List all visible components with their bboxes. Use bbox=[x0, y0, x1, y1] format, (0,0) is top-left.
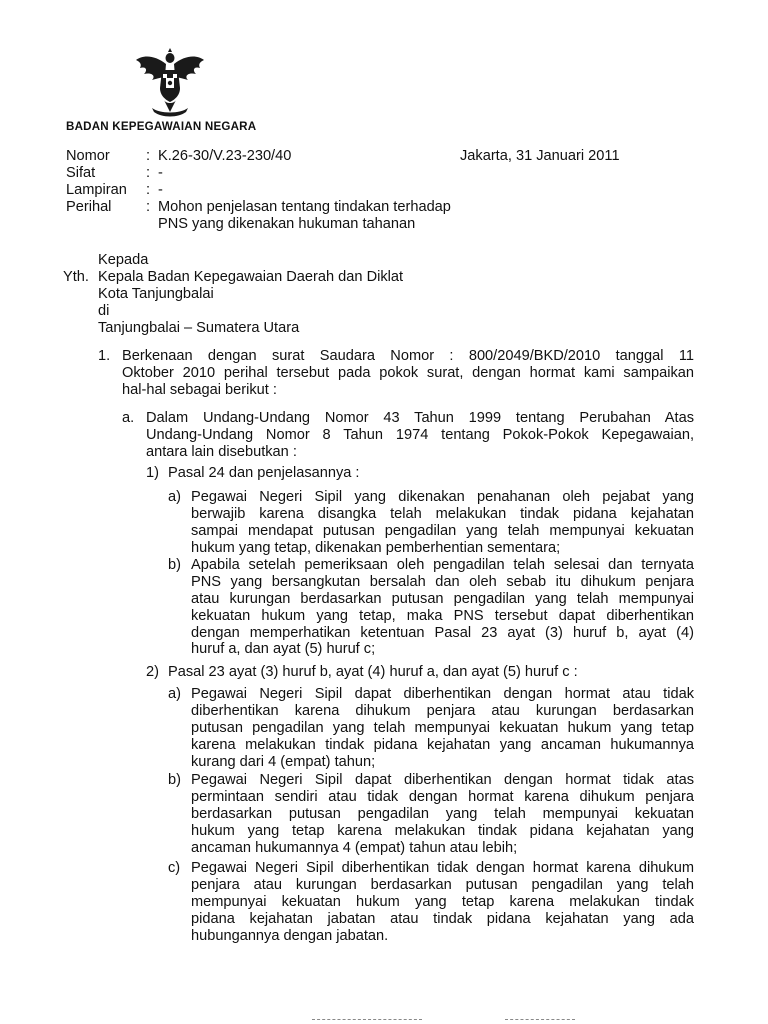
paragraph-line: putusan pengadilan yang telah mempunyai kekuatan hukum yang tetap bbox=[191, 719, 694, 736]
item-1b bbox=[191, 557, 694, 658]
list-marker: a) bbox=[168, 686, 181, 702]
field-colon: : bbox=[146, 182, 151, 198]
list-marker: b) bbox=[168, 772, 181, 788]
paragraph-line: hal-hal sebagai berikut : bbox=[122, 381, 277, 398]
paragraph-line: Apabila setelah pemeriksaan oleh pengadilan telah selesai dan ternyata bbox=[191, 557, 694, 573]
garuda-emblem-icon bbox=[130, 48, 210, 120]
paragraph-line: ancaman hukumannya 4 (empat) tahun atau lebih; bbox=[191, 839, 518, 856]
paragraph-line: Pegawai Negeri Sipil yang dikenakan penahanan oleh pejabat yang bbox=[191, 489, 694, 505]
paragraph-line: diberhentikan karena dihukum penjara atau kurungan berdasarkan bbox=[191, 702, 694, 719]
paragraph-line: Oktober 2010 perihal tersebut pada pokok surat, dengan hormat kami sampaikan bbox=[122, 364, 694, 381]
paragraph-line: sampai mendapat putusan pengadilan yang telah mempunyai kekuatan bbox=[191, 522, 694, 539]
paragraph-line: permintaan sendiri atau tidak dengan hormat karena dihukum penjara bbox=[191, 788, 694, 805]
footer-rule bbox=[505, 1019, 575, 1020]
field-colon: : bbox=[146, 148, 151, 164]
field-value-sifat: - bbox=[158, 165, 163, 181]
paragraph-1 bbox=[122, 348, 694, 399]
field-colon: : bbox=[146, 199, 151, 215]
item-2a bbox=[191, 686, 694, 770]
paragraph-line: hukum yang tetap, dikenakan pemberhentian sementara; bbox=[191, 539, 561, 556]
paragraph-line: Pegawai Negeri Sipil dapat diberhentikan dengan hormat tidak atas bbox=[191, 772, 694, 788]
subsection-title: Pasal 23 ayat (3) huruf b, ayat (4) huruf a, dan ayat (5) huruf c : bbox=[168, 664, 578, 680]
paragraph-line: kurang dari 4 (empat) tahun; bbox=[191, 753, 376, 770]
item-2c bbox=[191, 860, 694, 944]
paragraph-line: Dalam Undang-Undang Nomor 43 Tahun 1999 tentang Perubahan Atas bbox=[146, 410, 694, 426]
field-colon: : bbox=[146, 165, 151, 181]
paragraph-line: antara lain disebutkan : bbox=[146, 443, 297, 460]
field-label-sifat: Sifat bbox=[66, 165, 96, 181]
list-marker: 1) bbox=[146, 465, 159, 481]
list-marker: 1. bbox=[98, 348, 111, 364]
paragraph-line: berdasarkan putusan pengadilan yang telah mempunyai kekuatan bbox=[191, 805, 694, 822]
paragraph-line: penjara atau kurungan berdasarkan putusan pengadilan yang telah bbox=[191, 876, 694, 893]
paragraph-a bbox=[146, 410, 694, 461]
paragraph-line: karena melakukan tindak pidana kejahatan yang ancaman hukumannya bbox=[191, 736, 694, 753]
field-label-lampiran: Lampiran bbox=[66, 182, 127, 198]
paragraph-line: hubungannya dengan jabatan. bbox=[191, 927, 389, 944]
paragraph-line: berwajib karena disangka telah melakukan tindak pidana kejahatan bbox=[191, 505, 694, 522]
list-marker: c) bbox=[168, 860, 181, 876]
footer-rule bbox=[312, 1019, 422, 1020]
recipient-line: Kepala Badan Kepegawaian Daerah dan Diklat bbox=[98, 269, 404, 285]
paragraph-line: Pegawai Negeri Sipil diberhentikan tidak dengan hormat karena dihukum bbox=[191, 860, 694, 876]
paragraph-line: Berkenaan dengan surat Saudara Nomor : 800/2049/BKD/2010 tanggal 11 bbox=[122, 348, 694, 364]
subsection-title: Pasal 24 dan penjelasannya : bbox=[168, 465, 360, 481]
field-label-perihal: Perihal bbox=[66, 199, 112, 215]
field-value-perihal: Mohon penjelasan tentang tindakan terhadap bbox=[158, 199, 451, 215]
field-value-nomor: K.26-30/V.23-230/40 bbox=[158, 148, 292, 164]
recipient-line: Tanjungbalai – Sumatera Utara bbox=[98, 320, 300, 336]
paragraph-line: huruf a, dan ayat (5) huruf c; bbox=[191, 641, 376, 658]
recipient-line: di bbox=[98, 303, 110, 319]
recipient-kepada: Kepada bbox=[98, 252, 149, 268]
paragraph-line: Pegawai Negeri Sipil dapat diberhentikan dengan hormat atau tidak bbox=[191, 686, 694, 702]
paragraph-line: pidana kejahatan jabatan atau tindak pidana kejahatan yang ada bbox=[191, 910, 694, 927]
list-marker: a) bbox=[168, 489, 181, 505]
field-label-nomor: Nomor bbox=[66, 148, 110, 164]
field-value-perihal-line2: PNS yang dikenakan hukuman tahanan bbox=[158, 216, 416, 232]
list-marker: b) bbox=[168, 557, 181, 573]
agency-name: BADAN KEPEGAWAIAN NEGARA bbox=[66, 120, 257, 133]
paragraph-line: dengan memperhatikan ketentuan Pasal 23 ayat (3) huruf b, ayat (4) bbox=[191, 624, 694, 641]
paragraph-line: kekuatan hukum yang tetap, maka PNS tersebut dapat diberhentikan bbox=[191, 607, 694, 624]
field-value-lampiran: - bbox=[158, 182, 163, 198]
paragraph-line: atau kurungan berdasarkan putusan pengadilan yang telah mempunyai bbox=[191, 590, 694, 607]
paragraph-line: Undang-Undang Nomor 8 Tahun 1974 tentang Pokok-Pokok Kepegawaian, bbox=[146, 426, 694, 443]
item-2b bbox=[191, 772, 694, 856]
item-1a bbox=[191, 489, 694, 557]
paragraph-line: PNS yang bersangkutan bersalah dan oleh sebab itu dihukum penjara bbox=[191, 573, 694, 590]
paragraph-line: hukum yang tetap karena melakukan tindak pidana kejahatan yang bbox=[191, 822, 694, 839]
paragraph-line: mempunyai kekuatan hukum yang tetap karena melakukan tindak bbox=[191, 893, 694, 910]
letter-date: Jakarta, 31 Januari 2011 bbox=[460, 148, 620, 164]
list-marker: a. bbox=[122, 410, 135, 426]
recipient-yth: Yth. bbox=[63, 269, 89, 285]
recipient-line: Kota Tanjungbalai bbox=[98, 286, 214, 302]
list-marker: 2) bbox=[146, 664, 159, 680]
